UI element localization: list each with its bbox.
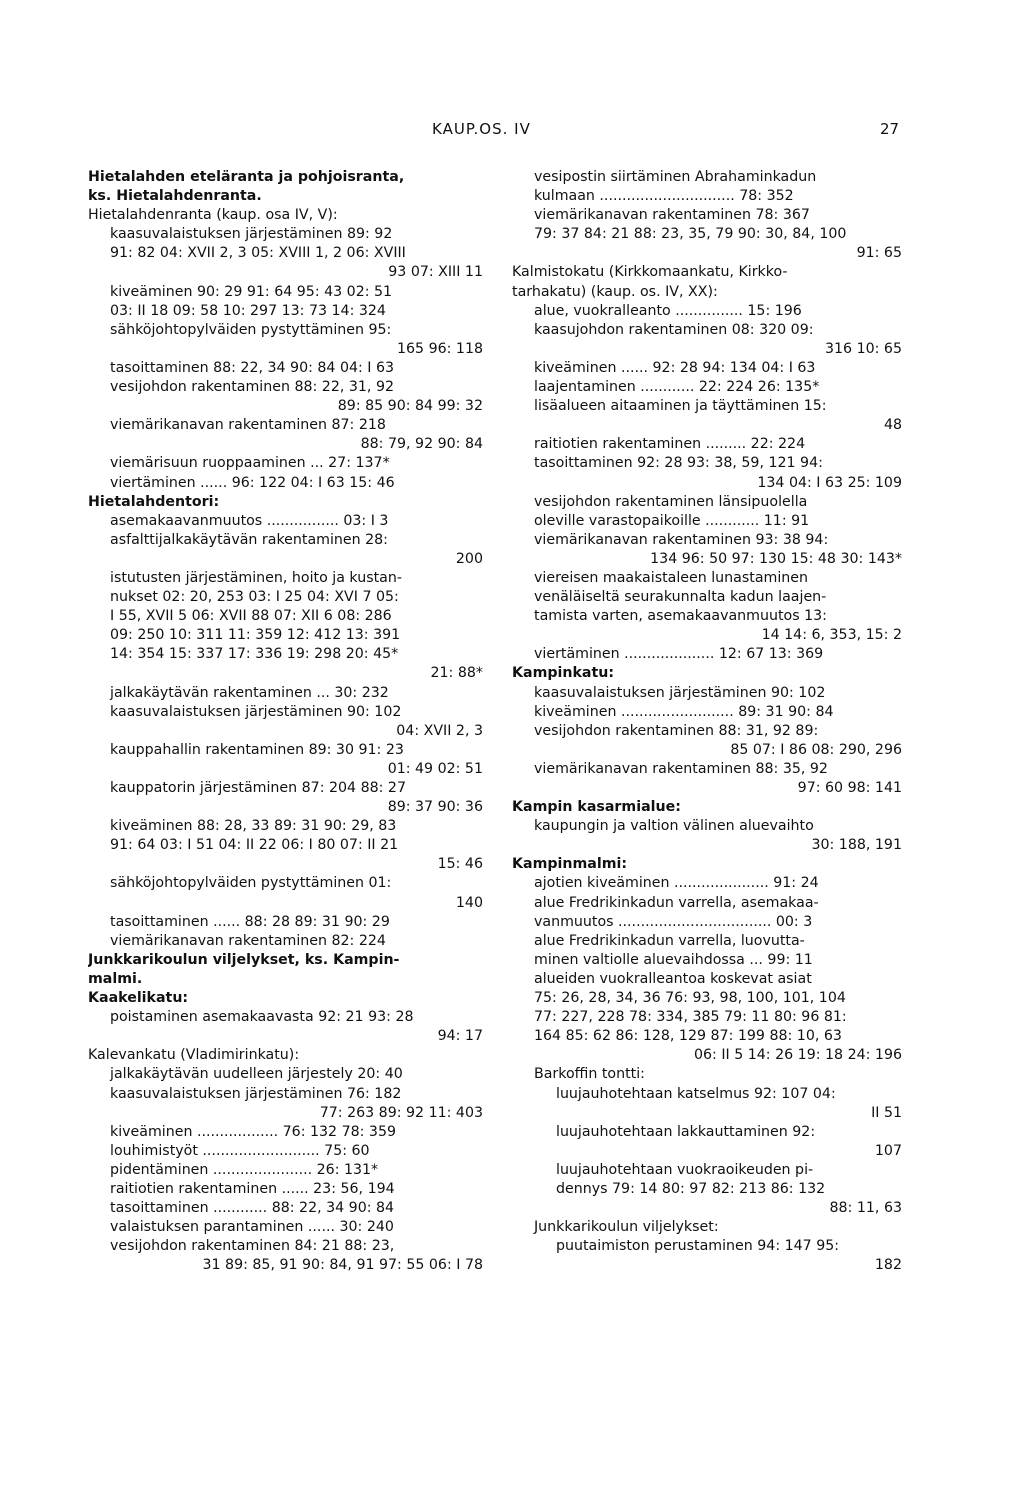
index-line: poistaminen asemakaavasta 92: 21 93: 28 <box>110 1009 414 1026</box>
index-line: tasoittaminen ...... 88: 28 89: 31 90: 29 <box>110 913 390 930</box>
index-line: luujauhotehtaan vuokraoikeuden pi- <box>556 1161 814 1178</box>
index-line: Barkoffin tontti: <box>534 1066 645 1083</box>
index-line: puutaimiston perustaminen 94: 147 95: <box>556 1238 840 1255</box>
index-line: kaasuvalaistuksen järjestäminen 89: 92 <box>110 226 393 243</box>
index-line: 93 07: XIII 11 <box>388 264 483 281</box>
index-line: 03: II 18 09: 58 10: 297 13: 73 14: 324 <box>110 302 386 319</box>
index-line: kiveäminen 88: 28, 33 89: 31 90: 29, 83 <box>110 818 397 835</box>
index-line: 134 96: 50 97: 130 15: 48 30: 143* <box>650 550 902 567</box>
index-line: viemärikanavan rakentaminen 82: 224 <box>110 932 386 949</box>
index-line: 140 <box>455 894 483 911</box>
index-line: Kaakelikatu: <box>88 990 189 1007</box>
index-line: minen valtiolle aluevaihdossa ... 99: 11 <box>534 951 813 968</box>
index-line: 316 10: 65 <box>825 340 902 357</box>
index-line: ajotien kiveäminen ..................... 91: 24 <box>534 875 819 892</box>
page-header <box>0 120 1024 144</box>
index-line: 91: 64 03: I 51 04: II 22 06: I 80 07: II 21 <box>110 837 399 854</box>
index-line: 15: 46 <box>437 856 483 873</box>
index-line: viereisen maakaistaleen lunastaminen <box>534 569 808 586</box>
index-line: Kalmistokatu (Kirkkomaankatu, Kirkko- <box>512 264 788 281</box>
index-line: 01: 49 02: 51 <box>387 760 483 777</box>
index-line: 04: XVII 2, 3 <box>396 722 483 739</box>
index-line: 14 14: 6, 353, 15: 2 <box>761 627 902 644</box>
index-line: kiveäminen ...... 92: 28 94: 134 04: I 63 <box>534 359 816 376</box>
index-line: 91: 82 04: XVII 2, 3 05: XVIII 1, 2 06: XVIII <box>110 245 406 262</box>
index-line: Kampinkatu: <box>512 665 615 682</box>
index-line: 79: 37 84: 21 88: 23, 35, 79 90: 30, 84, 100 <box>534 226 847 243</box>
index-line: asemakaavanmuutos ................ 03: I 3 <box>110 512 389 529</box>
index-line: kaasujohdon rakentaminen 08: 320 09: <box>534 321 814 338</box>
index-line: oleville varastopaikoille ............ 11: 91 <box>534 512 810 529</box>
index-line: alue Fredrikinkadun varrella, asemakaa- <box>534 894 819 911</box>
index-line: viertäminen .................... 12: 67 13: 369 <box>534 646 824 663</box>
index-line: tasoittaminen ............ 88: 22, 34 90: 84 <box>110 1200 395 1217</box>
index-line: istutusten järjestäminen, hoito ja kustan- <box>110 569 402 586</box>
index-line: 182 <box>874 1257 902 1274</box>
index-line: 48 <box>883 417 902 434</box>
index-line: kiveäminen .................. 76: 132 78: 359 <box>110 1123 397 1140</box>
index-line: kauppatorin järjestäminen 87: 204 88: 27 <box>110 780 406 796</box>
index-line: kauppahallin rakentaminen 89: 30 91: 23 <box>110 741 404 758</box>
index-line: viemärikanavan rakentaminen 87: 218 <box>110 417 386 434</box>
index-line: Hietalahden eteläranta ja pohjoisranta, <box>88 169 405 185</box>
index-line: II 51 <box>871 1104 902 1121</box>
index-line: 30: 188, 191 <box>811 837 902 854</box>
index-line: 107 <box>874 1142 902 1159</box>
page-number: 27 <box>880 120 900 138</box>
index-line: 31 89: 85, 91 90: 84, 91 97: 55 06: I 78 <box>202 1257 483 1274</box>
index-line: 134 04: I 63 25: 109 <box>757 474 902 491</box>
index-line: kaasuvalaistuksen järjestäminen 90: 102 <box>110 703 402 720</box>
index-line: lisäalueen aitaaminen ja täyttäminen 15: <box>534 398 827 415</box>
index-line: raitiotien rakentaminen ......... 22: 224 <box>534 436 806 453</box>
index-line: valaistuksen parantaminen ...... 30: 240 <box>110 1219 394 1236</box>
index-line: 200 <box>455 550 483 567</box>
index-line: kaasuvalaistuksen järjestäminen 76: 182 <box>110 1085 402 1102</box>
index-line: 165 96: 118 <box>396 340 483 357</box>
index-line: sähköjohtopylväiden pystyttäminen 01: <box>110 875 392 892</box>
index-line: jalkakäytävän uudelleen järjestely 20: 40 <box>110 1066 403 1083</box>
index-line: 09: 250 10: 311 11: 359 12: 412 13: 391 <box>110 627 401 644</box>
index-line: Kampinmalmi: <box>512 856 628 873</box>
index-line: Junkkarikoulun viljelykset, ks. Kampin- <box>88 951 400 968</box>
index-line: sähköjohtopylväiden pystyttäminen 95: <box>110 321 392 338</box>
index-line: luujauhotehtaan lakkauttaminen 92: <box>556 1123 816 1140</box>
index-line: kiveäminen ......................... 89: 31 90: 84 <box>534 703 834 720</box>
index-line: Junkkarikoulun viljelykset: <box>534 1219 719 1236</box>
index-line: vesipostin siirtäminen Abrahaminkadun <box>534 169 817 185</box>
index-line: 14: 354 15: 337 17: 336 19: 298 20: 45* <box>110 646 399 663</box>
index-line: raitiotien rakentaminen ...... 23: 56, 194 <box>110 1180 395 1197</box>
index-line: 75: 26, 28, 34, 36 76: 93, 98, 100, 101, 104 <box>534 990 846 1007</box>
index-line: vesijohdon rakentaminen 88: 22, 31, 92 <box>110 379 394 396</box>
index-line: alueiden vuokralleantoa koskevat asiat <box>534 970 812 987</box>
index-line: louhimistyöt .......................... 75: 60 <box>110 1142 370 1159</box>
index-line: kaasuvalaistuksen järjestäminen 90: 102 <box>534 684 826 701</box>
index-line: 06: II 5 14: 26 19: 18 24: 196 <box>694 1047 902 1064</box>
index-line: alue, vuokralleanto ............... 15: 196 <box>534 302 802 319</box>
index-line: tamista varten, asemakaavanmuutos 13: <box>534 608 827 625</box>
index-line: pidentäminen ...................... 26: 131* <box>110 1161 379 1178</box>
index-line: tasoittaminen 92: 28 93: 38, 59, 121 94: <box>534 455 823 472</box>
index-line: 97: 60 98: 141 <box>797 780 902 796</box>
index-line: Kampin kasarmialue: <box>512 799 681 816</box>
index-line: asfalttijalkakäytävän rakentaminen 28: <box>110 531 388 548</box>
index-line: kiveäminen 90: 29 91: 64 95: 43 02: 51 <box>110 283 393 300</box>
index-line: viemärikanavan rakentaminen 93: 38 94: <box>534 531 829 548</box>
right-column <box>512 168 902 1275</box>
index-line: viemärikanavan rakentaminen 78: 367 <box>534 207 810 224</box>
index-line: 88: 79, 92 90: 84 <box>360 436 483 453</box>
index-line: 89: 37 90: 36 <box>387 799 483 816</box>
index-line: 85 07: I 86 08: 290, 296 <box>730 741 902 758</box>
index-line: jalkakäytävän rakentaminen ... 30: 232 <box>110 684 389 701</box>
index-line: tasoittaminen 88: 22, 34 90: 84 04: I 63 <box>110 359 395 376</box>
index-line: dennys 79: 14 80: 97 82: 213 86: 132 <box>556 1180 826 1197</box>
index-line: I 55, XVII 5 06: XVII 88 07: XII 6 08: 286 <box>110 608 392 625</box>
index-line: Hietalahdenranta (kaup. osa IV, V): <box>88 207 338 224</box>
index-line: ks. Hietalahdenranta. <box>88 188 262 205</box>
index-line: laajentaminen ............ 22: 224 26: 135* <box>534 379 820 396</box>
index-line: viertäminen ...... 96: 122 04: I 63 15: 46 <box>110 474 395 491</box>
index-line: 21: 88* <box>430 665 483 682</box>
index-line: 164 85: 62 86: 128, 129 87: 199 88: 10, 63 <box>534 1028 842 1045</box>
index-line: alue Fredrikinkadun varrella, luovutta- <box>534 932 805 949</box>
index-line: 94: 17 <box>437 1028 483 1045</box>
index-line: kaupungin ja valtion välinen aluevaihto <box>534 818 814 835</box>
index-line: Hietalahdentori: <box>88 493 220 510</box>
index-line: 91: 65 <box>856 245 902 262</box>
index-line: vesijohdon rakentaminen 88: 31, 92 89: <box>534 722 819 739</box>
index-line: 88: 11, 63 <box>829 1200 902 1217</box>
index-line: 77: 227, 228 78: 334, 385 79: 11 80: 96 81: <box>534 1009 847 1026</box>
index-line: vanmuutos .................................. 00: 3 <box>534 913 813 930</box>
index-line: malmi. <box>88 970 143 987</box>
index-line: Kalevankatu (Vladimirinkatu): <box>88 1047 300 1064</box>
index-line: vesijohdon rakentaminen 84: 21 88: 23, <box>110 1238 395 1255</box>
index-line: 89: 85 90: 84 99: 32 <box>337 398 483 415</box>
index-line: luujauhotehtaan katselmus 92: 107 04: <box>556 1085 836 1102</box>
index-line: 77: 263 89: 92 11: 403 <box>319 1104 483 1121</box>
left-column <box>88 168 483 1275</box>
index-line: vesijohdon rakentaminen länsipuolella <box>534 493 808 510</box>
index-line: nukset 02: 20, 253 03: I 25 04: XVI 7 05: <box>110 589 399 606</box>
index-line: venäläiseltä seurakunnalta kadun laajen- <box>534 589 827 606</box>
running-head: KAUP.OS. IV <box>432 120 531 138</box>
index-line: kulmaan .............................. 78: 352 <box>534 188 794 205</box>
index-line: viemärikanavan rakentaminen 88: 35, 92 <box>534 760 828 777</box>
index-line: viemärisuun ruoppaaminen ... 27: 137* <box>110 455 390 472</box>
index-line: tarhakatu) (kaup. os. IV, XX): <box>512 283 718 300</box>
